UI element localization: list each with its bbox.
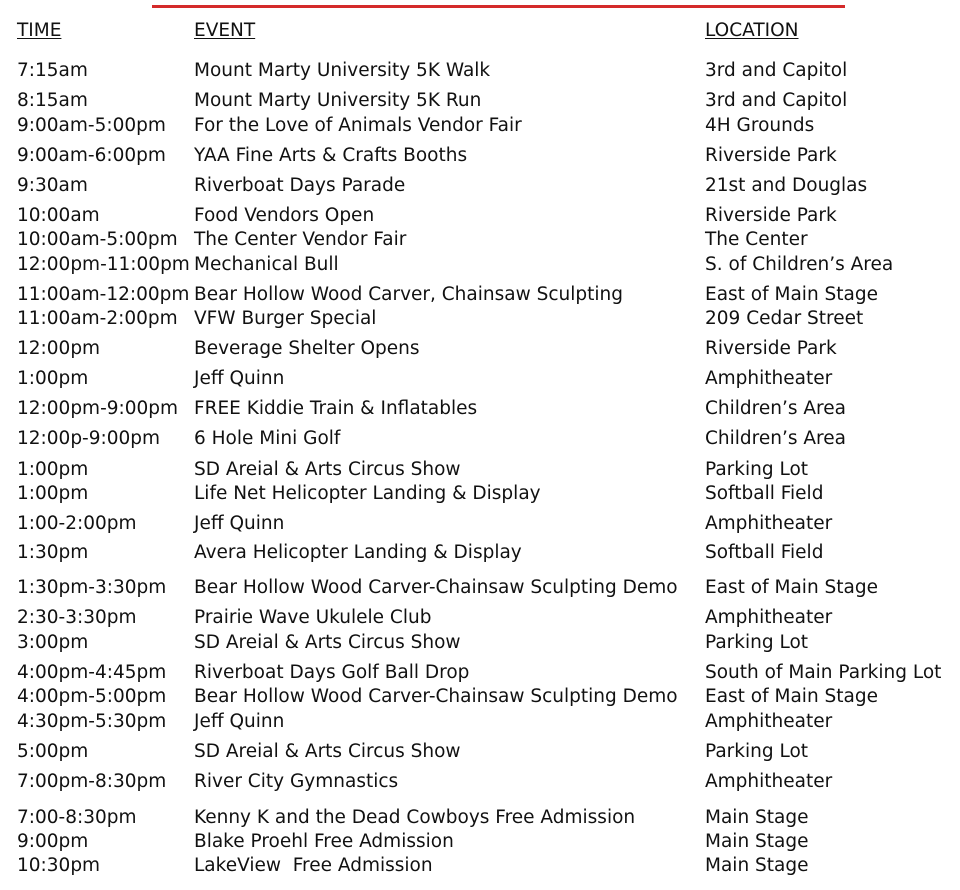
header-event: EVENT bbox=[194, 20, 256, 41]
event-cell: YAA Fine Arts & Crafts Booths bbox=[194, 145, 468, 166]
time-cell: 12:00p-9:00pm bbox=[17, 428, 161, 449]
time-cell: 11:00am-2:00pm bbox=[17, 308, 178, 329]
location-cell: Main Stage bbox=[705, 855, 809, 876]
time-cell: 4:00pm-5:00pm bbox=[17, 686, 167, 707]
event-cell: VFW Burger Special bbox=[194, 308, 377, 329]
time-cell: 9:00pm bbox=[17, 831, 89, 852]
location-cell: Amphitheater bbox=[705, 711, 833, 732]
time-cell: 1:00-2:00pm bbox=[17, 513, 137, 534]
event-cell: Bear Hollow Wood Carver-Chainsaw Sculpting Demo bbox=[194, 686, 678, 707]
location-cell: Parking Lot bbox=[705, 459, 809, 480]
location-cell: Softball Field bbox=[705, 542, 824, 563]
event-cell: FREE Kiddie Train & Inflatables bbox=[194, 398, 478, 419]
event-cell: Mechanical Bull bbox=[194, 254, 339, 275]
time-cell: 1:30pm-3:30pm bbox=[17, 577, 167, 598]
location-cell: 3rd and Capitol bbox=[705, 60, 848, 81]
location-cell: East of Main Stage bbox=[705, 284, 879, 305]
event-cell: Bear Hollow Wood Carver-Chainsaw Sculpting Demo bbox=[194, 577, 678, 598]
time-cell: 11:00am-12:00pm bbox=[17, 284, 190, 305]
time-cell: 2:30-3:30pm bbox=[17, 607, 137, 628]
event-cell: SD Areial & Arts Circus Show bbox=[194, 632, 461, 653]
time-cell: 12:00pm-11:00pm bbox=[17, 254, 190, 275]
event-cell: Beverage Shelter Opens bbox=[194, 338, 420, 359]
location-cell: East of Main Stage bbox=[705, 577, 879, 598]
location-cell: S. of Children’s Area bbox=[705, 254, 894, 275]
location-cell: 3rd and Capitol bbox=[705, 90, 848, 111]
event-cell: Jeff Quinn bbox=[194, 368, 285, 389]
location-cell: Riverside Park bbox=[705, 205, 837, 226]
time-cell: 10:00am-5:00pm bbox=[17, 229, 178, 250]
time-cell: 9:00am-6:00pm bbox=[17, 145, 166, 166]
location-cell: Amphitheater bbox=[705, 513, 833, 534]
time-cell: 12:00pm bbox=[17, 338, 101, 359]
location-cell: 4H Grounds bbox=[705, 115, 815, 136]
location-cell: Riverside Park bbox=[705, 145, 837, 166]
time-cell: 7:00pm-8:30pm bbox=[17, 771, 167, 792]
event-cell: The Center Vendor Fair bbox=[194, 229, 407, 250]
event-cell: Prairie Wave Ukulele Club bbox=[194, 607, 432, 628]
location-cell: Children’s Area bbox=[705, 398, 846, 419]
location-cell: The Center bbox=[705, 229, 808, 250]
event-cell: Riverboat Days Golf Ball Drop bbox=[194, 662, 470, 683]
time-cell: 10:00am bbox=[17, 205, 100, 226]
time-cell: 12:00pm-9:00pm bbox=[17, 398, 179, 419]
time-cell: 1:00pm bbox=[17, 483, 89, 504]
event-cell: For the Love of Animals Vendor Fair bbox=[194, 115, 522, 136]
header-time: TIME bbox=[17, 20, 62, 41]
header-location: LOCATION bbox=[705, 20, 799, 41]
location-cell: 209 Cedar Street bbox=[705, 308, 864, 329]
event-cell: Avera Helicopter Landing & Display bbox=[194, 542, 522, 563]
event-cell: SD Areial & Arts Circus Show bbox=[194, 459, 461, 480]
event-cell: Bear Hollow Wood Carver, Chainsaw Sculpting bbox=[194, 284, 623, 305]
event-cell: Life Net Helicopter Landing & Display bbox=[194, 483, 541, 504]
location-cell: Softball Field bbox=[705, 483, 824, 504]
event-cell: Jeff Quinn bbox=[194, 711, 285, 732]
location-cell: Main Stage bbox=[705, 807, 809, 828]
location-cell: Amphitheater bbox=[705, 607, 833, 628]
location-cell: East of Main Stage bbox=[705, 686, 879, 707]
time-cell: 4:30pm-5:30pm bbox=[17, 711, 167, 732]
event-cell: Mount Marty University 5K Run bbox=[194, 90, 482, 111]
time-cell: 9:30am bbox=[17, 175, 88, 196]
event-cell: Kenny K and the Dead Cowboys Free Admission bbox=[194, 807, 636, 828]
location-cell: Parking Lot bbox=[705, 741, 809, 762]
event-cell: 6 Hole Mini Golf bbox=[194, 428, 341, 449]
location-cell: Main Stage bbox=[705, 831, 809, 852]
event-cell: Food Vendors Open bbox=[194, 205, 375, 226]
location-cell: Amphitheater bbox=[705, 368, 833, 389]
time-cell: 1:00pm bbox=[17, 368, 89, 389]
time-cell: 9:00am-5:00pm bbox=[17, 115, 166, 136]
location-cell: Amphitheater bbox=[705, 771, 833, 792]
time-cell: 3:00pm bbox=[17, 632, 89, 653]
time-cell: 1:00pm bbox=[17, 459, 89, 480]
location-cell: Children’s Area bbox=[705, 428, 846, 449]
time-cell: 7:15am bbox=[17, 60, 88, 81]
top-red-rule bbox=[152, 5, 845, 8]
event-cell: Mount Marty University 5K Walk bbox=[194, 60, 491, 81]
event-cell: SD Areial & Arts Circus Show bbox=[194, 741, 461, 762]
event-cell: LakeView Free Admission bbox=[194, 855, 433, 876]
location-cell: Parking Lot bbox=[705, 632, 809, 653]
event-cell: Riverboat Days Parade bbox=[194, 175, 406, 196]
location-cell: 21st and Douglas bbox=[705, 175, 868, 196]
time-cell: 4:00pm-4:45pm bbox=[17, 662, 167, 683]
event-cell: Blake Proehl Free Admission bbox=[194, 831, 454, 852]
location-cell: South of Main Parking Lot bbox=[705, 662, 942, 683]
event-cell: Jeff Quinn bbox=[194, 513, 285, 534]
time-cell: 1:30pm bbox=[17, 542, 89, 563]
event-cell: River City Gymnastics bbox=[194, 771, 399, 792]
time-cell: 5:00pm bbox=[17, 741, 89, 762]
time-cell: 8:15am bbox=[17, 90, 88, 111]
time-cell: 10:30pm bbox=[17, 855, 101, 876]
location-cell: Riverside Park bbox=[705, 338, 837, 359]
time-cell: 7:00-8:30pm bbox=[17, 807, 137, 828]
